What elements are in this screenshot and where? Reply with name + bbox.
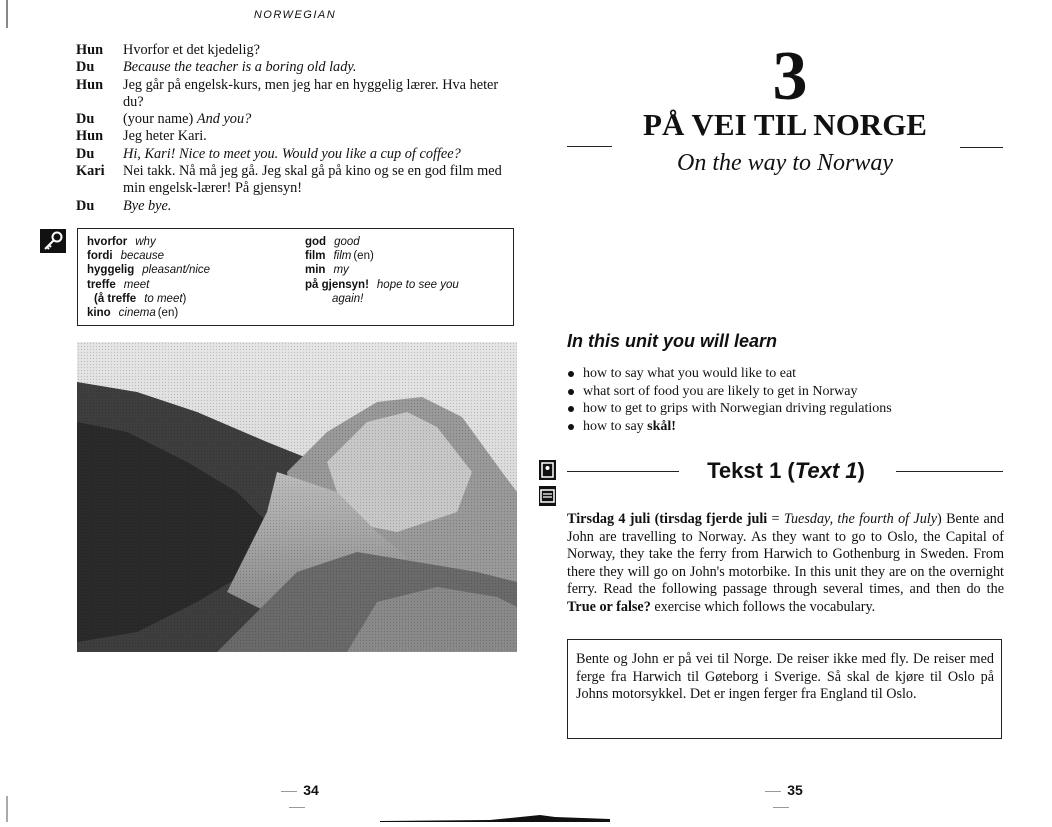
vocab-translation: to meet	[144, 292, 183, 305]
speaker: Du	[76, 145, 95, 162]
speaker: Kari	[76, 163, 105, 180]
vocab-word: god	[305, 236, 327, 248]
spine-mark	[6, 796, 8, 822]
spine-mark	[6, 0, 8, 28]
vocab-column	[305, 235, 510, 306]
intro-date-full: (tirsdag fjerde juli	[654, 511, 768, 527]
key-icon	[40, 229, 66, 253]
chapter-number: 3	[772, 38, 808, 115]
chapter-title: PÅ VEI TIL NORGE	[643, 107, 927, 142]
intro-close: )	[937, 511, 942, 527]
list-item	[567, 365, 1007, 383]
page-edge-shadow	[380, 807, 610, 822]
title-rule-left	[567, 146, 612, 147]
line-text: Nei takk. Nå må jeg gå. Jeg skal gå på kino og se en god film med min engelsk-lærer! På gjensyn!	[123, 163, 502, 197]
line-italic: And you?	[196, 111, 252, 128]
vocab-entry	[87, 263, 297, 277]
vocab-entry	[305, 263, 510, 277]
line-text: Jeg heter Kari.	[123, 128, 207, 145]
dialogue-line	[76, 146, 521, 163]
chapter-subtitle: On the way to Norway	[677, 150, 893, 176]
intro-equals: =	[767, 511, 784, 527]
intro-date-en: Tuesday, the fourth of July	[783, 511, 938, 527]
line-text: Jeg går på engelsk-kurs, men jeg har en hyggelig lærer. Hva heter du?	[123, 76, 499, 110]
vocab-close: )	[182, 292, 187, 305]
tekst-heading-italic: Text 1	[794, 458, 858, 483]
running-head: NORWEGIAN	[253, 9, 337, 21]
vocab-entry	[305, 235, 510, 249]
vocab-word: hvorfor	[87, 236, 128, 248]
vocab-column	[87, 235, 297, 320]
vocab-continuation: again!	[332, 292, 364, 305]
vocab-entry	[87, 292, 297, 306]
list-item	[567, 383, 1007, 401]
vocab-word: på gjensyn!	[305, 278, 369, 291]
list-item-text: how to get to grips with Norwegian driving regulations	[583, 401, 892, 416]
cassette-icon	[539, 460, 556, 480]
vocab-translation: why	[135, 236, 156, 248]
tekst-heading-close: )	[857, 458, 865, 483]
tekst-heading-main: Tekst 1 (	[707, 458, 795, 483]
reading-passage: Bente og John er på vei til Norge. De reiser ikke med fly. De reiser med ferge fra Harwich til Gøteborg i Sverige. Så skal de kjøre til Oslo på Johns motorsykkel. Det er ingen ferger fra England til Oslo.	[576, 651, 994, 703]
vocabulary-box	[77, 228, 514, 326]
vocab-word: (å treffe	[94, 292, 137, 305]
fjord-photo	[77, 342, 517, 652]
vocab-translation: good	[334, 236, 360, 248]
vocab-translation: because	[120, 250, 165, 263]
dialogue-line	[76, 198, 521, 215]
list-item-text: what sort of food you are likely to get in Norway	[583, 383, 858, 399]
reading-passage-box	[567, 639, 1002, 739]
intro-true-false: True or false?	[567, 598, 651, 615]
vocab-translation: pleasant/nice	[142, 264, 211, 277]
page-number-left	[262, 782, 332, 814]
dialogue-line	[76, 42, 521, 59]
vocab-translation: hope to see you	[376, 278, 459, 291]
list-item	[567, 418, 1007, 436]
tekst-rule-right	[896, 471, 1003, 472]
speaker: Hun	[76, 128, 104, 145]
dialogue	[76, 42, 521, 215]
dialogue-line	[76, 77, 521, 112]
vocab-translation: cinema	[118, 307, 156, 320]
vocab-note: (en)	[353, 250, 374, 263]
line-text: Hi, Kari! Nice to meet you. Would you like a cup of coffee?	[123, 145, 461, 162]
learn-list	[567, 365, 1007, 435]
speaker: Hun	[76, 42, 104, 58]
vocab-translation: my	[333, 264, 349, 277]
dialogue-line	[76, 128, 521, 145]
vocab-entry	[87, 249, 297, 263]
vocab-translation: meet	[123, 278, 150, 291]
speaker: Hun	[76, 76, 104, 93]
vocab-word: treffe	[87, 278, 116, 291]
line-text: Because the teacher is a boring old lady.	[123, 59, 357, 76]
list-item-text: how to say	[583, 418, 648, 434]
page-number-value: 34	[303, 782, 319, 798]
vocab-entry	[305, 249, 510, 263]
tekst-heading	[686, 458, 886, 484]
vocab-word: hyggelig	[87, 264, 135, 277]
vocab-entry	[87, 306, 297, 320]
book-icon	[539, 486, 556, 506]
tekst-rule-left	[567, 471, 679, 472]
vocab-translation: film	[333, 250, 352, 263]
vocab-word: min	[305, 264, 326, 277]
speaker: Du	[76, 197, 95, 214]
dialogue-line	[76, 163, 521, 198]
speaker: Du	[76, 59, 95, 76]
vocab-word: fordi	[87, 250, 113, 263]
intro-paragraph	[567, 511, 1004, 617]
dialogue-line	[76, 111, 521, 128]
intro-end: exercise which follows the vocabulary.	[650, 598, 876, 615]
list-item-text: how to say what you would like to eat	[583, 366, 797, 381]
vocab-entry	[87, 235, 297, 249]
page-number-right	[746, 782, 816, 814]
vocab-entry	[305, 278, 510, 292]
dialogue-line	[76, 59, 521, 76]
vocab-entry	[87, 278, 297, 292]
vocab-note: (en)	[157, 307, 179, 320]
intro-date: Tirsdag 4 juli	[567, 511, 651, 527]
line-prefix: (your name)	[123, 111, 197, 128]
line-text: Bye bye.	[123, 197, 172, 214]
intro-body: Bente and John are travelling to Norway. As they want to go to Oslo, the Capital of Norway, they take the ferry from Harwich to Gothenburg in Sweden. From there they will go on John's motorbike. In this unit they are on the overnight ferry. Read the following passage through several times, and then do the	[567, 511, 1004, 598]
page-number-value: 35	[787, 782, 803, 798]
vocab-word: film	[305, 250, 326, 263]
learn-heading: In this unit you will learn	[567, 331, 778, 351]
line-text	[123, 111, 521, 128]
list-item	[567, 400, 1007, 418]
vocab-word: kino	[87, 307, 111, 320]
list-item-bold: skål!	[647, 418, 676, 434]
line-text: Hvorfor et det kjedelig?	[123, 42, 260, 58]
speaker: Du	[76, 111, 95, 128]
